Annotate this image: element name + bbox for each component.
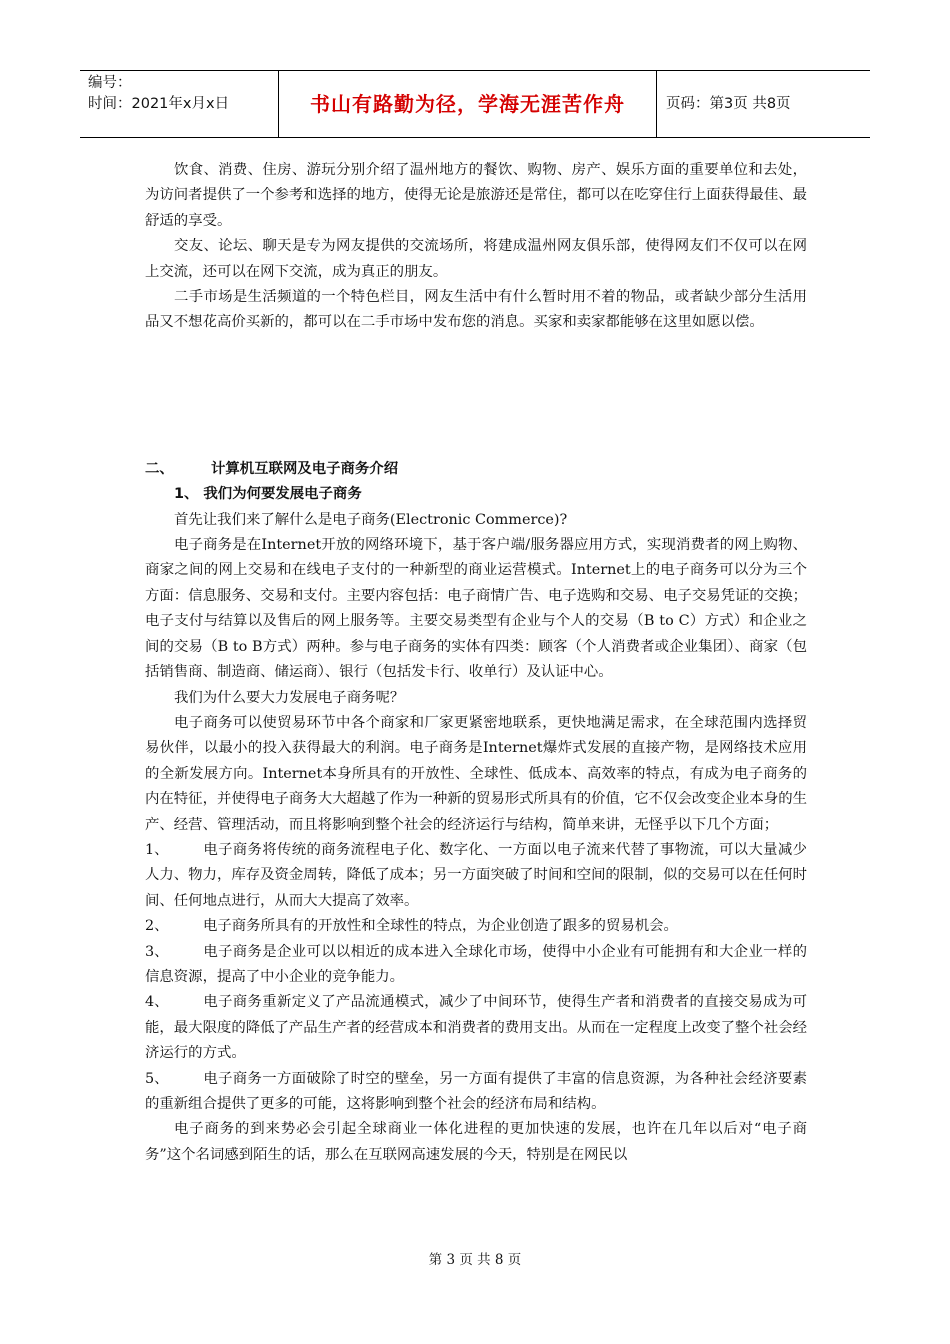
list-text: 电子商务一方面破除了时空的壁垒，另一方面有提供了丰富的信息资源，为各种社会经济要素的重新组合提供了更多的可能，这将影响到整个社会的经济布局和结构。 bbox=[145, 1070, 807, 1112]
list-item bbox=[145, 1067, 807, 1118]
list-text: 电子商务是企业可以以相近的成本进入全球化市场，使得中小企业有可能拥有和大企业一样的信息资源，提高了中小企业的竞争能力。 bbox=[145, 943, 807, 985]
list-number: 5、 bbox=[145, 1070, 169, 1087]
header-time: 时间：2021年x月x日 bbox=[88, 96, 230, 112]
page-header bbox=[80, 70, 870, 138]
document-body bbox=[145, 158, 807, 1168]
paragraph: 电子商务的到来势必会引起全球商业一体化进程的更加快速的发展，也许在几年以后对“电子商务”这个名词感到陌生的话，那么在互联网高速发展的今天，特别是在网民以 bbox=[145, 1121, 807, 1163]
header-motto: 书山有路勤为径，学海无涯苦作舟 bbox=[310, 92, 625, 116]
list-item bbox=[145, 940, 807, 991]
paragraph: 首先让我们来了解什么是电子商务(Electronic Commerce)? bbox=[174, 511, 568, 528]
paragraph: 饮食、消费、住房、游玩分别介绍了温州地方的餐饮、购物、房产、娱乐方面的重要单位和去处，为访问者提供了一个参考和选择的地方，使得无论是旅游还是常住，都可以在吃穿住行上面获得最佳、最舒适的享受。 bbox=[145, 162, 807, 229]
paragraph: 电子商务可以使贸易环节中各个商家和厂家更紧密地联系，更快地满足需求，在全球范围内选择贸易伙伴，以最小的投入获得最大的利润。电子商务是Internet爆炸式发展的直接产物，是网络技术应用的全新发展方向。Internet本身所具有的开放性、全球性、低成本、高效率的特点，有成为电子商务的内在特征，并使得电子商务大大超越了作为一种新的贸易形式所具有的价值，它不仅会改变企业本身的生产、经营、管理活动，而且将影响到整个社会的经济运行与结构，简单来讲，无怪乎以下几个方面； bbox=[145, 714, 807, 833]
section-title: 计算机互联网及电子商务介绍 bbox=[211, 460, 399, 477]
list-number: 2、 bbox=[145, 918, 169, 935]
section-heading bbox=[145, 457, 807, 482]
list-number: 3、 bbox=[145, 943, 169, 960]
list-item bbox=[145, 990, 807, 1066]
paragraph: 二手市场是生活频道的一个特色栏目，网友生活中有什么暂时用不着的物品，或者缺少部分生活用品又不想花高价买新的，都可以在二手市场中发布您的消息。买家和卖家都能够在这里如愿以偿。 bbox=[145, 289, 807, 331]
section-number: 二、 bbox=[145, 460, 174, 477]
list-text: 电子商务重新定义了产品流通模式，减少了中间环节，使得生产者和消费者的直接交易成为可能，最大限度的降低了产品生产者的经营成本和消费者的费用支出。从而在一定程度上改变了整个社会经济运行的方式。 bbox=[145, 994, 807, 1062]
list-text: 电子商务所具有的开放性和全球性的特点，为企业创造了跟多的贸易机会。 bbox=[203, 918, 678, 935]
list-number: 4、 bbox=[145, 994, 169, 1011]
paragraph: 交友、论坛、聊天是专为网友提供的交流场所，将建成温州网友俱乐部，使得网友们不仅可以在网上交流，还可以在网下交流，成为真正的朋友。 bbox=[145, 238, 807, 280]
subsection-heading: 1、 我们为何要发展电子商务 bbox=[174, 486, 362, 503]
list-item bbox=[145, 914, 807, 939]
list-text: 电子商务将传统的商务流程电子化、数字化、一方面以电子流来代替了事物流，可以大量减少人力、物力，库存及资金周转，降低了成本；另一方面突破了时间和空间的限制，似的交易可以在任何时间、任何地点进行，从而大大提高了效率。 bbox=[145, 841, 807, 909]
paragraph: 电子商务是在Internet开放的网络环境下，基于客户端/服务器应用方式，实现消费者的网上购物、商家之间的网上交易和在线电子支付的一种新型的商业运营模式。Internet上的电子商务可以分为三个方面：信息服务、交易和支付。主要内容包括：电子商情广告、电子选购和交易、电子交易凭证的交换；电子支付与结算以及售后的网上服务等。主要交易类型有企业与个人的交易（B to C）方式）和企业之间的交易（B to B方式）两种。参与电子商务的实体有四类：顾客（个人消费者或企业集团）、商家（包括销售商、制造商、储运商）、银行（包括发卡行、收单行）及认证中心。 bbox=[145, 537, 807, 681]
paragraph: 我们为什么要大力发展电子商务呢？ bbox=[174, 689, 405, 706]
list-number: 1、 bbox=[145, 841, 169, 858]
list-item bbox=[145, 838, 807, 914]
header-meta bbox=[88, 73, 229, 115]
header-number: 编号： bbox=[88, 75, 132, 91]
header-divider bbox=[656, 71, 657, 137]
header-page-number: 页码：第3页 共8页 bbox=[666, 96, 791, 112]
spacer bbox=[145, 336, 807, 457]
page-footer: 第 3 页 共 8 页 bbox=[428, 1252, 522, 1268]
